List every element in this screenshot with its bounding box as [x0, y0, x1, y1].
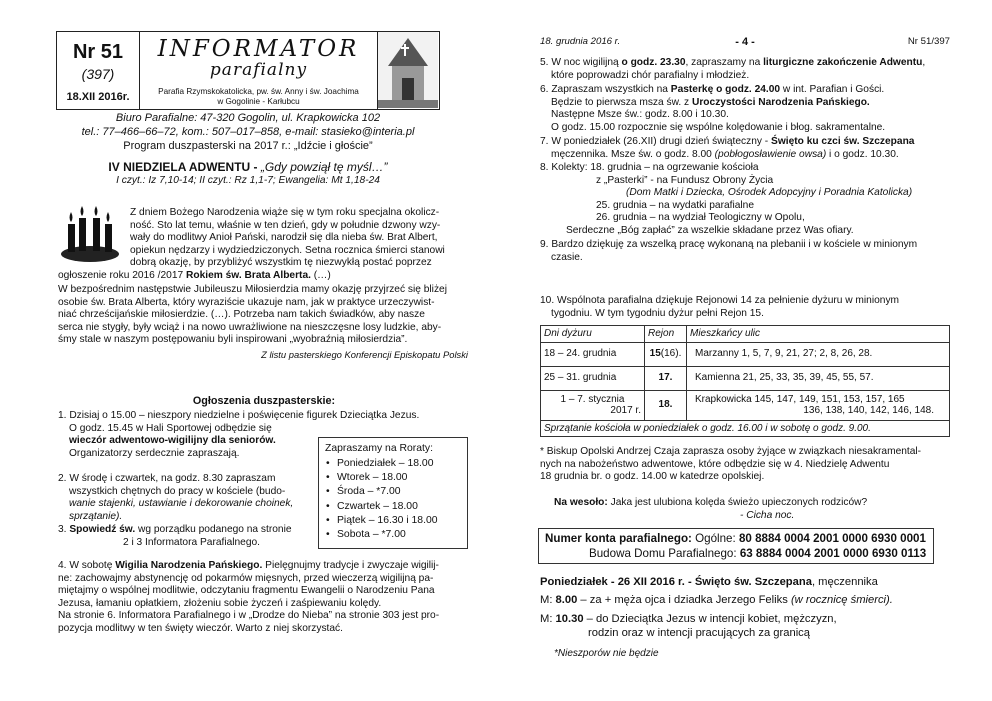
- vespers-note: *Nieszporów nie będzie: [554, 648, 659, 659]
- letter-source: Z listu pasterskiego Konferencji Episkopatu Polski: [261, 349, 468, 360]
- announcements-title: Ogłoszenia duszpasterskie:: [192, 395, 336, 407]
- intro-paragraph: [130, 207, 470, 270]
- para-line: osobie św. Brata Alberta, który wyraziście ukazuje nam, jak w praktyce urzeczywist-: [58, 296, 435, 308]
- announcement-3: 3. Spowiedź św. wg porządku podanego na stronie 2 i 3 Informatora Parafialnego.: [58, 524, 292, 548]
- parish-name: Parafia Rzymskokatolicka, pw. św. Anny i św. Joachima: [158, 87, 359, 96]
- point-9: 9. Bardzo dziękuję za wszelką pracę wykonaną na plebanii i w kościele w minionym czasie.: [540, 239, 918, 263]
- table-cell-days: 1 – 7. stycznia 2017 r.: [541, 390, 645, 420]
- intro-line: ność. Sto lat temu, właśnie w ten dzień, gdy w południe dzwony wzy-: [130, 219, 441, 231]
- announcement-4: 4. W sobotę Wigilia Narodzenia Pańskiego. Pielęgnujmy tradycje i zwyczaje wigilij- ne: zachowajmy abstynencję od pokarmów mięsnych, przed wieczerzą wigilijną pa- miętajmy o wspólnej modlitwie, odczytaniu fragmentu Ewangelii o Narodzeniu Pana Jezusa, łamaniu opłatkiem, złożeniu sobie życzeń i zaśpiewaniu kolędy. Na stronie 6. Informatora Parafialnego i w „Drodze do Nieba” na stronie 303 jest pro- pozycja modlitwy w ten święty wieczór. Warto z niej skorzystać.: [58, 560, 440, 634]
- right-page: [496, 0, 992, 701]
- point-5: 5. W noc wigilijną o godz. 23.30, zapraszamy na liturgiczne zakończenie Adwentu, które poprowadzi chór parafialny i młodzież.: [540, 57, 926, 81]
- header-issue: Nr 51/397: [907, 36, 950, 47]
- table-cell-days: 25 – 31. grudnia: [541, 366, 645, 390]
- intro-line: Z dniem Bożego Narodzenia wiąże się w tym roku specjalna okolicz-: [130, 207, 440, 218]
- mass-2: M: 10.30 – do Dzieciątka Jezus w intencji kobiet, mężczyzn, rodzin oraz w intencji pracujących za granicą: [540, 613, 837, 639]
- monday-heading: Poniedziałek - 26 XII 2016 r. - Święto św. Szczepana, męczennika: [540, 576, 878, 588]
- issue-box: [56, 31, 140, 110]
- mass-1: M: 8.00 – za + męża ojca i dziadka Jerzego Feliks (w rocznicę śmierci).: [540, 594, 893, 606]
- account-building: 63 8884 0004 2001 0000 6930 0113: [739, 547, 927, 560]
- rorat-schedule-box: [318, 437, 468, 549]
- issue-date: 18.XII 2016r.: [66, 91, 130, 103]
- advent-candles-icon: [59, 204, 121, 264]
- sunday-motto: „Gdy powziął tę myśl…”: [260, 160, 388, 174]
- table-header: Mieszkańcy ulic: [687, 326, 950, 343]
- intro-last-line: ogłoszenie roku 2016 /2017 Rokiem św. Brata Alberta. (…): [58, 270, 331, 281]
- table-cell-streets: Krapkowicka 145, 147, 149, 151, 153, 157, 165 136, 138, 140, 142, 146, 148.: [687, 390, 950, 420]
- header-date: 18. grudnia 2016 r.: [540, 36, 621, 47]
- table-cell-streets: Marzanny 1, 5, 7, 9, 21, 27; 2, 8, 26, 28.: [687, 342, 950, 366]
- table-row: [541, 342, 950, 366]
- intro-line: wały do modlitwy Anioł Pański, narodził się dla nieba św. Brat Albert,: [130, 232, 438, 244]
- para-line: W bezpośrednim następstwie Jubileuszu Miłosierdzia mamy okazję przyjrzeć się bliżej: [58, 284, 447, 295]
- table-cell-streets: Kamienna 21, 25, 33, 35, 39, 45, 55, 57.: [687, 366, 950, 390]
- table-footer: Sprzątanie kościoła w poniedziałek o godz. 16.00 i w sobotę o godz. 9.00.: [541, 420, 950, 437]
- mercy-paragraph: [58, 284, 470, 347]
- readings: I czyt.: Iz 7,10-14; II czyt.: Rz 1,1-7; Ewangelia: Mt 1,18-24: [116, 175, 380, 186]
- parish-location: w Gogolinie - Karłubcu: [217, 97, 300, 106]
- announcement-2: 2. W środę i czwartek, na godz. 8.30 zapraszam wszystkich chętnych do pracy w kościele (budo- wanie stajenki, ustawianie i dekorowanie choinek, sprzątanie).: [58, 473, 294, 522]
- para-line: niać chrześcijańskie miłosierdzie. (…). Potrzeba nam takich świadków, aby nasze: [58, 309, 425, 321]
- para-line: serca nie stygły, były wciąż i na nowo uwrażliwione na nieszczęsne losy ludzkie, aby-: [58, 321, 442, 333]
- account-label: Numer konta parafialnego:: [545, 532, 692, 545]
- sunday-title: IV NIEDZIELA ADWENTU -: [108, 160, 261, 174]
- contact-info: tel.: 77–466–66–72, kom.: 507–017–858, e-mail: stasieko@interia.pl: [81, 126, 415, 138]
- table-cell-days: 18 – 24. grudnia: [541, 342, 645, 366]
- duty-table: [540, 325, 950, 437]
- table-row: [541, 390, 950, 420]
- rorat-item: • Czwartek – 18.00: [325, 500, 461, 514]
- table-header: Dni dyżuru: [541, 326, 645, 343]
- sunday-heading: [56, 160, 440, 174]
- church-picture: [378, 31, 440, 110]
- table-header-row: [541, 326, 950, 343]
- table-footer-row: [541, 420, 950, 437]
- intro-line: dobrą okazję, by przybliżyć wszystkim tę niezwykłą postać poprzez: [130, 257, 432, 269]
- masthead-subtitle: parafialny: [209, 60, 308, 80]
- issue-sequence: (397): [81, 66, 115, 82]
- table-cell-region: 17.: [645, 366, 687, 390]
- masthead: [140, 31, 378, 110]
- rorat-title: Zapraszamy na Roraty:: [325, 443, 433, 454]
- account-general: 80 8884 0004 2001 0000 6930 0001: [738, 532, 926, 545]
- masthead-title: INFORMATOR: [157, 36, 360, 62]
- joke: Na wesoło: Jaka jest ulubiona kolęda świeżo upieczonych rodziców? - Cicha noc.: [554, 497, 868, 521]
- table-cell-region: 15(16).: [645, 342, 687, 366]
- page-header: [540, 36, 950, 50]
- rorat-item: • Środa – *7.00: [325, 485, 461, 499]
- pastoral-program: Program duszpasterski na 2017 r.: „Idźcie i głoście”: [123, 140, 373, 152]
- rorat-item: • Wtorek – 18.00: [325, 471, 461, 485]
- bank-accounts-box: Numer konta parafialnego: Ogólne: 80 8884 0004 2001 0000 6930 0001 Budowa Domu Parafialnego: 63 8884 0004 2001 0000 6930 0113: [538, 528, 934, 564]
- table-header: Rejon: [645, 326, 687, 343]
- rorat-item: • Sobota – *7.00: [325, 528, 461, 542]
- point-7: 7. W poniedziałek (26.XII) drugi dzień świąteczny - Święto ku czci św. Szczepana męczennika. Msze św. o godz. 8.00 (pobłogosławienie owsa) i o godz. 10.30.: [540, 136, 915, 160]
- para-line: śmy stale w naszym postępowaniu byli inspirowani „wyobraźnią miłosierdzia”.: [58, 334, 408, 346]
- intro-line: opiekun nędzarzy i wydziedziczonych. Setna rocznica śmierci stanowi: [130, 244, 445, 256]
- church-icon: [378, 32, 438, 108]
- point-10: 10. Wspólnota parafialna dziękuje Rejonowi 14 za pełnienie dyżuru w minionym tygodniu. W tym tygodniu dyżur pełni Rejon 15.: [540, 295, 900, 319]
- table-row: [541, 366, 950, 390]
- announcement-1: 1. Dzisiaj o 15.00 – nieszpory niedzielne i poświęcenie figurek Dzieciątka Jezus. O godz. 15.45 w Hali Sportowej odbędzie się wieczór adwentowo-wigilijny dla seniorów. Organizatorzy serdecznie zapraszają.: [58, 410, 420, 459]
- point-6: 6. Zapraszam wszystkich na Pasterkę o godz. 24.00 w int. Parafian i Gości. Będzie to pierwsza msza św. z Uroczystości Narodzenia Pańskiego. Następne Msze św.: godz. 8.00 i 10.30. O godz. 15.00 rozpocznie się wspólne kolędowanie i błog. sakramentalne.: [540, 84, 886, 133]
- issue-number: Nr 51: [72, 41, 124, 63]
- office-address: Biuro Parafialne: 47-320 Gogolin, ul. Krapkowicka 102: [115, 112, 381, 124]
- page-number: - 4 -: [735, 36, 755, 48]
- rorat-item: • Piątek – 16.30 i 18.00: [325, 514, 461, 528]
- point-8: 8. Kolekty: 18. grudnia – na ogrzewanie kościoła z „Pasterki” - na Fundusz Obrony Życia (Dom Matki i Dziecka, Ośrodek Adopcyjny i Poradnia Katolicka) 25. grudnia – na wydatki parafialne 26. grudnia – na wydział Teologiczny w Opolu, Serdeczne „Bóg zapłać” za wszelkie składane przez Was ofiary.: [540, 162, 913, 236]
- table-cell-region: 18.: [645, 390, 687, 420]
- bishop-invitation: * Biskup Opolski Andrzej Czaja zaprasza osoby żyjące w związkach niesakramental- nych na nabożeństwo adwentowe, które odbędzie się w 4. Niedzielę Adwentu 18 grudnia br. o godz. 14.00 w katedrze opolskiej.: [540, 446, 922, 483]
- rorat-item: • Poniedziałek – 18.00: [325, 457, 461, 471]
